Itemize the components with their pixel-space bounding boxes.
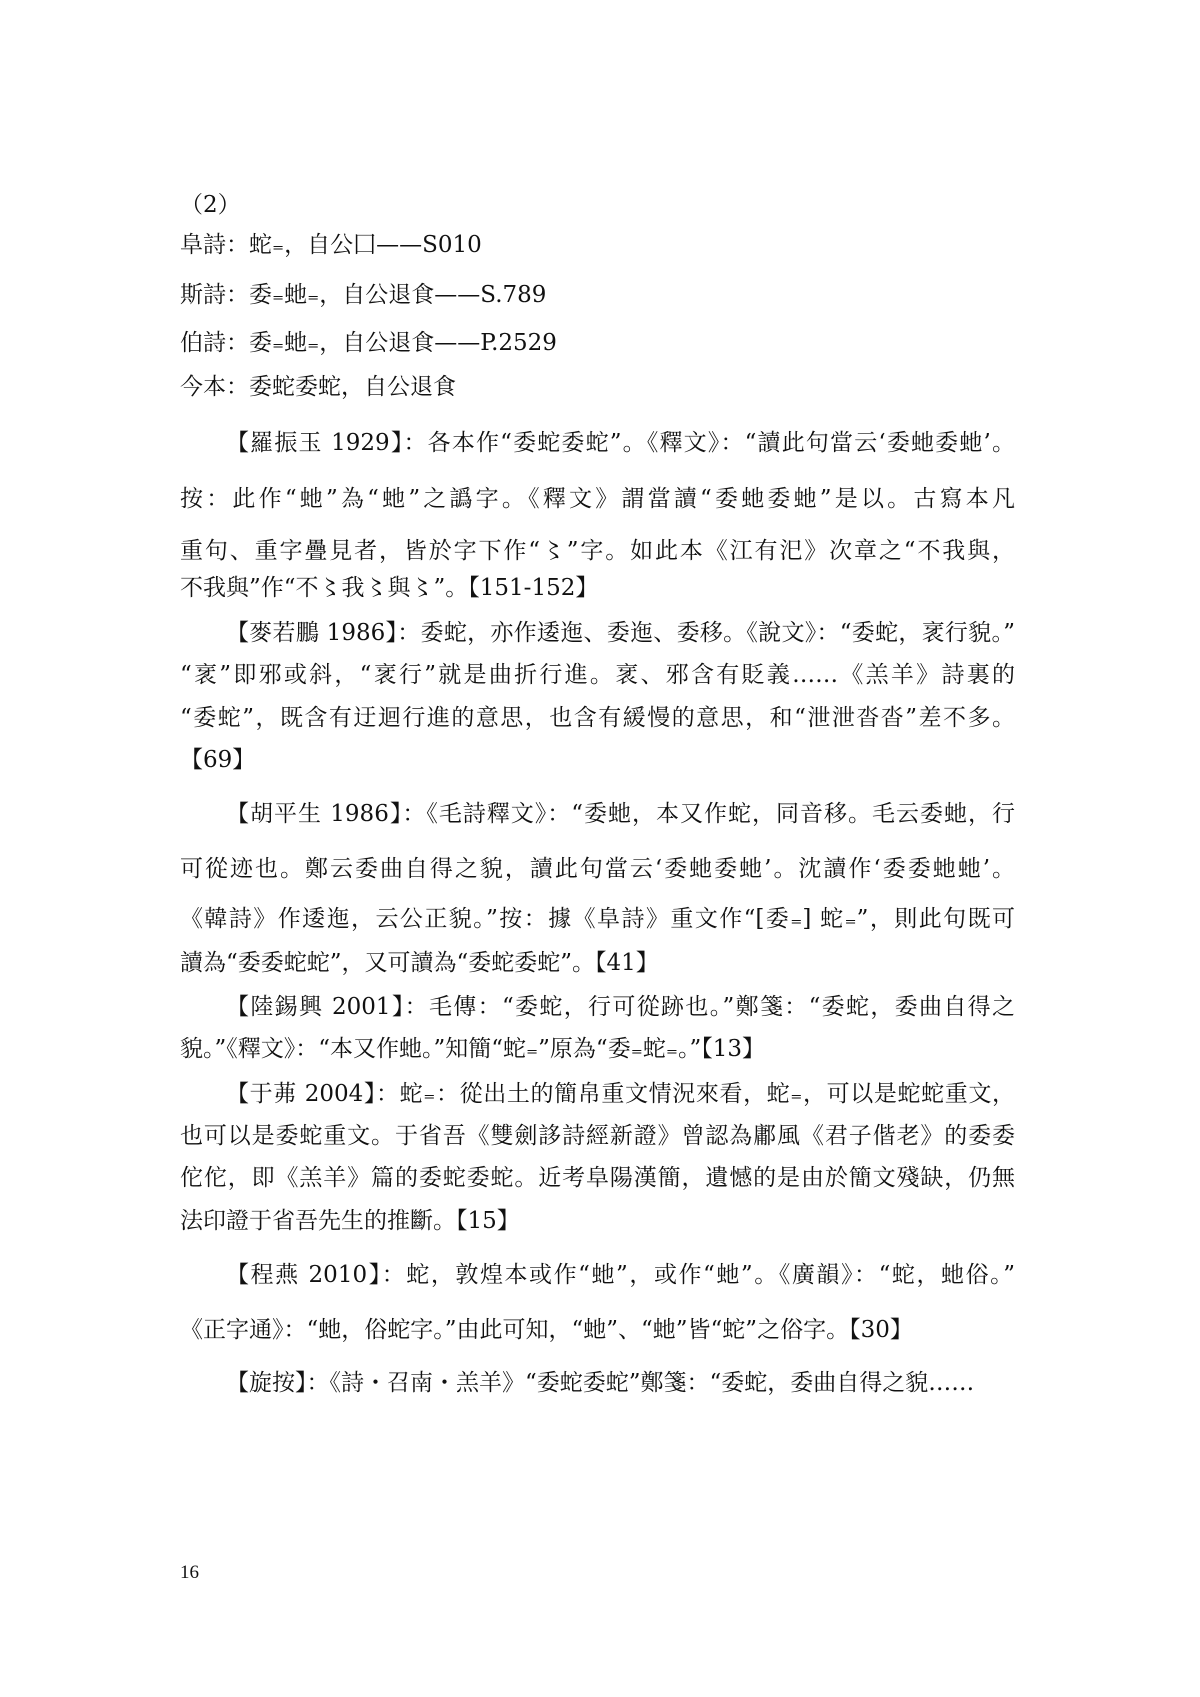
paragraph-lu-xixing-line: 【陸錫興 2001】：毛傳：“委蛇，行可從跡也。”鄭箋：“委蛇，委曲自得之: [226, 994, 1015, 1020]
paragraph-lu-xixing-line: 貌。”《釋文》：“本又作虵。”知簡“蛇₌”原為“委₌蛇₌。”【13】: [180, 1036, 765, 1062]
paragraph-cheng-yan-line: 【程燕 2010】：蛇，敦煌本或作“虵”，或作“虵”。《廣韻》：“蛇，虵俗。”: [226, 1262, 1015, 1288]
paragraph-yu-fu-line: 也可以是委蛇重文。于省吾《雙劍誃詩經新證》曾認為鄘風《君子偕老》的委委: [180, 1123, 1015, 1149]
paragraph-luo-zhenyu-line: 按：此作“虵”為“虵”之譌字。《釋文》謂當讀“委虵委虵”是以。古寫本凡: [180, 486, 1015, 512]
paragraph-luo-zhenyu-line: 重句、重字疊見者，皆於字下作“〻”字。如此本《江有汜》次章之“不我與，: [180, 538, 1015, 564]
paragraph-mai-ruopeng-line: 【69】: [180, 747, 256, 773]
paragraph-xuan-an-line: 【旋按】：《詩・召南・羔羊》“委蛇委蛇”鄭箋：“委蛇，委曲自得之貌……: [226, 1370, 975, 1396]
paragraph-mai-ruopeng-line: “委蛇”，既含有迂迴行進的意思，也含有緩慢的意思，和“泄泄沓沓”差不多。: [180, 705, 1015, 731]
paragraph-luo-zhenyu-line: 【羅振玉 1929】：各本作“委蛇委蛇”。《釋文》：“讀此句當云‘委虵委虵’。: [226, 430, 1015, 456]
paragraph-yu-fu-line: 法印證于省吾先生的推斷。【15】: [180, 1208, 520, 1234]
paragraph-hu-pingsheng-line: 讀為“委委蛇蛇”，又可讀為“委蛇委蛇”。【41】: [180, 950, 659, 976]
paragraph-mai-ruopeng-line: 【麥若鵬 1986】：委蛇，亦作逶迤、委迤、委移。《說文》：“委蛇，衺行貌。”: [226, 620, 1015, 646]
paragraph-luo-zhenyu-line: 不我與”作“不〻我〻與〻”。【151-152】: [180, 575, 599, 601]
paragraph-hu-pingsheng-line: 【胡平生 1986】：《毛詩釋文》：“委虵，本又作蛇，同音移。毛云委虵，行: [226, 801, 1015, 827]
paragraph-hu-pingsheng-line: 《韓詩》作逶迤，云公正貌。”按：據《阜詩》重文作“[委₌] 蛇₌”，則此句既可: [180, 906, 1015, 932]
text-line-fu-shi: 阜詩：蛇₌，自公囗——S010: [180, 232, 482, 258]
text-line-si-shi: 斯詩：委₌虵₌，自公退食——S.789: [180, 282, 547, 308]
paragraph-hu-pingsheng-line: 可從迹也。鄭云委曲自得之貌，讀此句當云‘委虵委虵’。沈讀作‘委委虵虵’。: [180, 856, 1015, 882]
paragraph-mai-ruopeng-line: “衺”即邪或斜，“衺行”就是曲折行進。衺、邪含有貶義……《羔羊》詩裏的: [180, 662, 1015, 688]
text-line-jin-ben: 今本：委蛇委蛇，自公退食: [180, 374, 456, 400]
paragraph-cheng-yan-line: 《正字通》：“虵，俗蛇字。”由此可知，“虵”、“虵”皆“蛇”之俗字。【30】: [180, 1317, 913, 1343]
paragraph-yu-fu-line: 【于茀 2004】：蛇₌：從出土的簡帛重文情況來看，蛇₌，可以是蛇蛇重文，: [226, 1081, 1015, 1107]
page-number: 16: [180, 1562, 199, 1583]
section-number: （2）: [180, 192, 241, 218]
paragraph-yu-fu-line: 佗佗，即《羔羊》篇的委蛇委蛇。近考阜陽漢簡，遺憾的是由於簡文殘缺，仍無: [180, 1165, 1015, 1191]
text-line-bo-shi: 伯詩：委₌虵₌，自公退食——P.2529: [180, 330, 557, 356]
